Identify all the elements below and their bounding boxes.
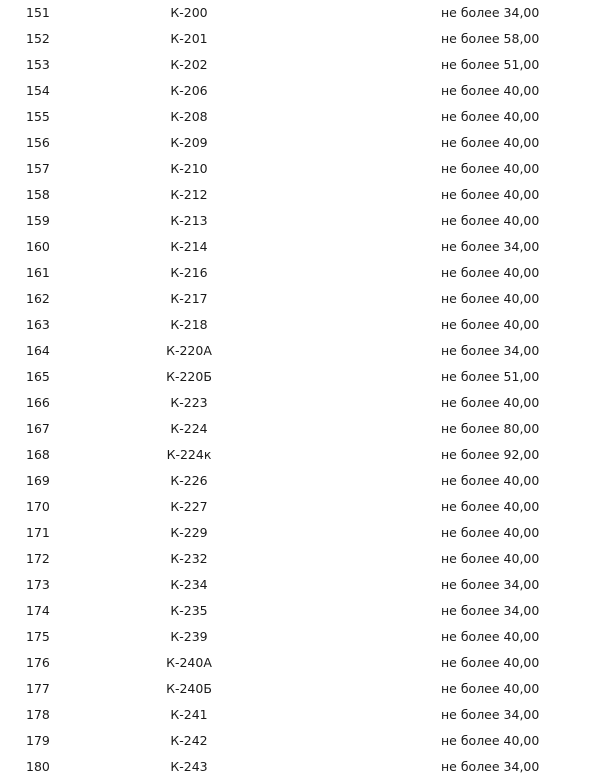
- row-code: К-224к: [166, 447, 212, 462]
- row-value: не более 40,00: [441, 733, 540, 748]
- table-row: [0, 754, 611, 780]
- row-value: не более 34,00: [441, 343, 540, 358]
- row-code: К-243: [170, 759, 208, 774]
- row-code: К-240А: [166, 655, 212, 670]
- row-value: не более 51,00: [441, 369, 540, 384]
- row-code: К-241: [170, 707, 208, 722]
- row-value: не более 40,00: [441, 161, 540, 176]
- table-row: [0, 442, 611, 468]
- row-number: 157: [26, 161, 50, 176]
- row-number: 162: [26, 291, 50, 306]
- row-number: 173: [26, 577, 50, 592]
- row-value: не более 58,00: [441, 31, 540, 46]
- table-row: [0, 676, 611, 702]
- row-code: К-224: [170, 421, 208, 436]
- row-code: К-239: [170, 629, 208, 644]
- row-code: К-201: [170, 31, 208, 46]
- row-value: не более 40,00: [441, 551, 540, 566]
- table-row: [0, 234, 611, 260]
- row-value: не более 34,00: [441, 707, 540, 722]
- row-number: 171: [26, 525, 50, 540]
- row-value: не более 40,00: [441, 681, 540, 696]
- table-row: [0, 650, 611, 676]
- table-row: [0, 390, 611, 416]
- row-code: К-242: [170, 733, 208, 748]
- row-number: 161: [26, 265, 50, 280]
- row-value: не более 40,00: [441, 499, 540, 514]
- table-row: [0, 468, 611, 494]
- row-code: К-210: [170, 161, 208, 176]
- row-number: 172: [26, 551, 50, 566]
- row-value: не более 40,00: [441, 473, 540, 488]
- row-code: К-202: [170, 57, 208, 72]
- table-row: [0, 182, 611, 208]
- table-row: [0, 624, 611, 650]
- table-row: [0, 26, 611, 52]
- row-code: К-226: [170, 473, 208, 488]
- row-value: не более 34,00: [441, 239, 540, 254]
- row-code: К-216: [170, 265, 208, 280]
- row-code: К-232: [170, 551, 208, 566]
- table-row: [0, 208, 611, 234]
- row-value: не более 34,00: [441, 577, 540, 592]
- row-number: 175: [26, 629, 50, 644]
- table-row: [0, 572, 611, 598]
- row-number: 168: [26, 447, 50, 462]
- row-number: 156: [26, 135, 50, 150]
- row-number: 169: [26, 473, 50, 488]
- row-value: не более 40,00: [441, 655, 540, 670]
- row-code: К-200: [170, 5, 208, 20]
- table-row: [0, 52, 611, 78]
- row-code: К-234: [170, 577, 208, 592]
- row-value: не более 40,00: [441, 213, 540, 228]
- row-code: К-208: [170, 109, 208, 124]
- row-value: не более 40,00: [441, 135, 540, 150]
- row-number: 170: [26, 499, 50, 514]
- row-number: 152: [26, 31, 50, 46]
- row-code: К-218: [170, 317, 208, 332]
- row-code: К-206: [170, 83, 208, 98]
- table-row: [0, 104, 611, 130]
- row-number: 151: [26, 5, 50, 20]
- row-code: К-229: [170, 525, 208, 540]
- row-value: не более 34,00: [441, 5, 540, 20]
- row-code: К-209: [170, 135, 208, 150]
- table-row: [0, 494, 611, 520]
- row-number: 160: [26, 239, 50, 254]
- row-code: К-213: [170, 213, 208, 228]
- row-code: К-217: [170, 291, 208, 306]
- row-number: 179: [26, 733, 50, 748]
- table-row: [0, 130, 611, 156]
- row-code: К-227: [170, 499, 208, 514]
- row-value: не более 40,00: [441, 395, 540, 410]
- row-code: К-214: [170, 239, 208, 254]
- row-value: не более 40,00: [441, 525, 540, 540]
- row-value: не более 40,00: [441, 291, 540, 306]
- row-code: К-240Б: [166, 681, 212, 696]
- table-row: [0, 286, 611, 312]
- row-value: не более 40,00: [441, 317, 540, 332]
- table-row: [0, 260, 611, 286]
- table-row: [0, 520, 611, 546]
- table-row: [0, 364, 611, 390]
- table-row: [0, 546, 611, 572]
- row-code: К-235: [170, 603, 208, 618]
- row-number: 159: [26, 213, 50, 228]
- row-code: К-220А: [166, 343, 212, 358]
- row-value: не более 40,00: [441, 187, 540, 202]
- table-row: [0, 312, 611, 338]
- row-value: не более 40,00: [441, 83, 540, 98]
- row-value: не более 34,00: [441, 603, 540, 618]
- row-code: К-223: [170, 395, 208, 410]
- row-number: 154: [26, 83, 50, 98]
- table-row: [0, 728, 611, 754]
- row-number: 158: [26, 187, 50, 202]
- table-row: [0, 598, 611, 624]
- row-number: 176: [26, 655, 50, 670]
- row-number: 163: [26, 317, 50, 332]
- row-value: не более 40,00: [441, 109, 540, 124]
- table-row: [0, 416, 611, 442]
- table-row: [0, 702, 611, 728]
- table-row: [0, 338, 611, 364]
- row-number: 153: [26, 57, 50, 72]
- row-value: не более 34,00: [441, 759, 540, 774]
- row-number: 180: [26, 759, 50, 774]
- row-code: К-220Б: [166, 369, 212, 384]
- table-row: [0, 78, 611, 104]
- row-number: 155: [26, 109, 50, 124]
- table-row: [0, 156, 611, 182]
- row-number: 165: [26, 369, 50, 384]
- row-code: К-212: [170, 187, 208, 202]
- table-row: [0, 0, 611, 26]
- row-value: не более 51,00: [441, 57, 540, 72]
- row-value: не более 92,00: [441, 447, 540, 462]
- row-number: 174: [26, 603, 50, 618]
- row-number: 178: [26, 707, 50, 722]
- row-number: 167: [26, 421, 50, 436]
- row-value: не более 40,00: [441, 265, 540, 280]
- row-value: не более 80,00: [441, 421, 540, 436]
- row-number: 166: [26, 395, 50, 410]
- row-number: 177: [26, 681, 50, 696]
- row-value: не более 40,00: [441, 629, 540, 644]
- row-number: 164: [26, 343, 50, 358]
